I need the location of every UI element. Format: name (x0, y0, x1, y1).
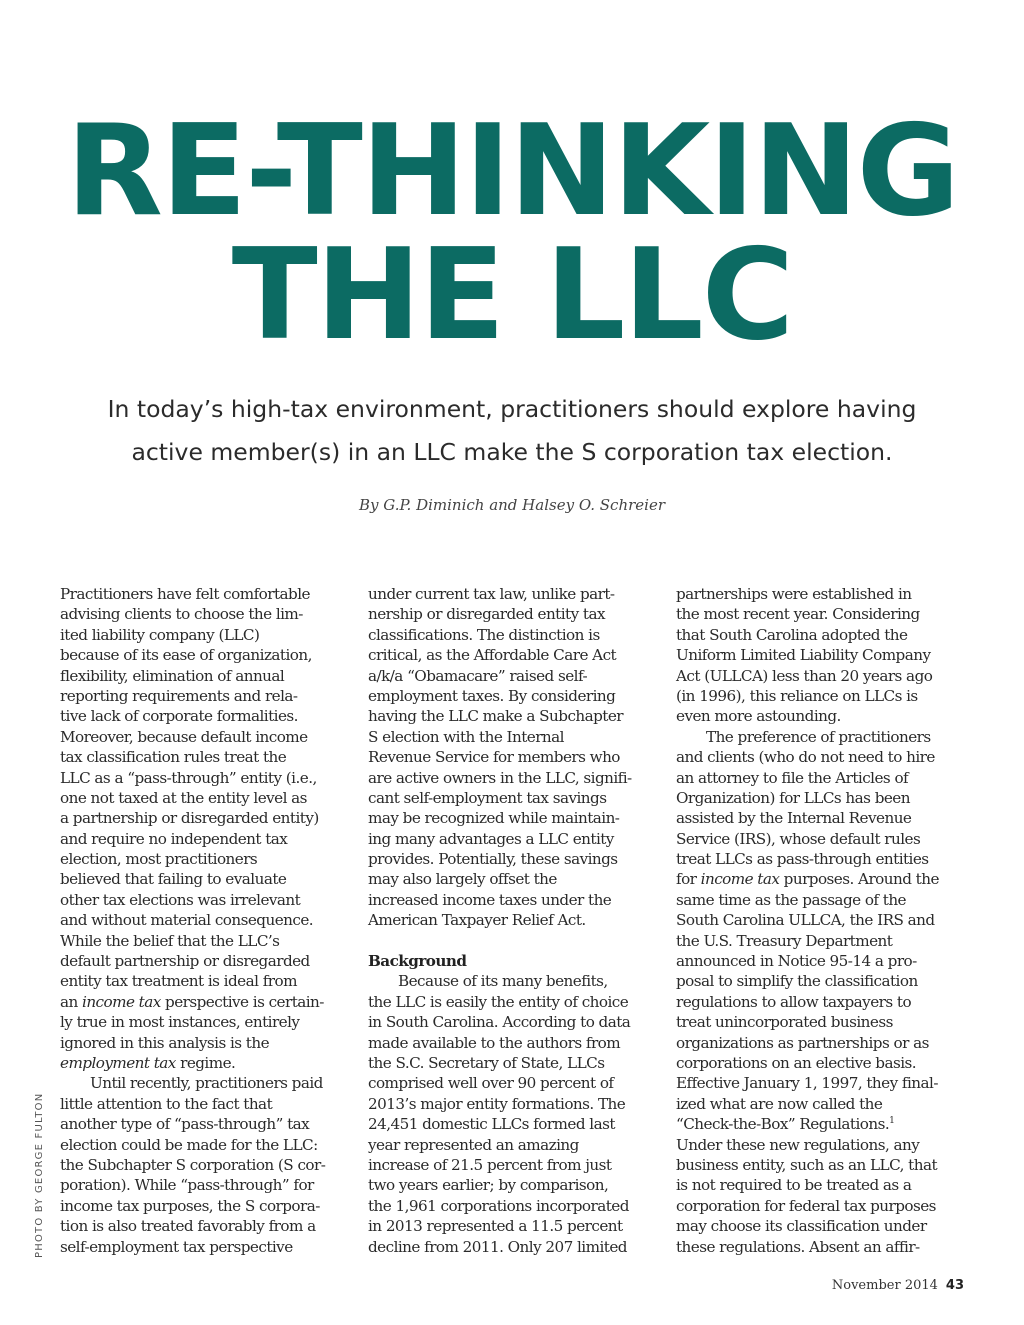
text-line: election, most practitioners (60, 850, 258, 869)
text-line: Act (ULLCA) less than 20 years ago (676, 666, 933, 685)
text-line: that South Carolina adopted the (676, 625, 908, 644)
page-footer (832, 1278, 964, 1293)
article-title-line-2: THE LLC (231, 221, 793, 368)
subtitle-line-2: active member(s) in an LLC make the S corporation tax election. (131, 438, 893, 466)
text-line: Effective January 1, 1997, they final- (676, 1074, 938, 1093)
text-line: little attention to the fact that (60, 1094, 273, 1113)
text-line: Until recently, practitioners paid (90, 1074, 323, 1093)
text-line: one not taxed at the entity level as (60, 788, 307, 807)
text-line: year represented an amazing (368, 1135, 579, 1154)
text-line: Practitioners have felt comfortable (60, 585, 310, 603)
text-line: employment taxes. By considering (368, 686, 616, 705)
text-line: under current tax law, unlike part- (368, 585, 615, 603)
text-line: announced in Notice 95-14 a pro- (676, 952, 917, 971)
text-line: may also largely offset the (368, 870, 557, 889)
text-line: income tax purposes, the S corpora- (60, 1196, 320, 1215)
text-line: classifications. The distinction is (368, 625, 600, 644)
text-line: is not required to be treated as a (676, 1176, 912, 1195)
text-line: the U.S. Treasury Department (676, 931, 893, 950)
text-line: tax classification rules treat the (60, 748, 287, 767)
body-column-3 (676, 584, 968, 1257)
text-line: because of its ease of organization, (60, 646, 312, 665)
text-line: partnerships were established in (676, 585, 912, 603)
text-line: treat unincorporated business (676, 1013, 893, 1032)
text-line: corporations on an elective basis. (676, 1053, 917, 1072)
text-line: Moreover, because default income (60, 727, 308, 746)
text-line: reporting requirements and rela- (60, 686, 298, 705)
text-line: even more astounding. (676, 707, 841, 726)
text-line: business entity, such as an LLC, that (676, 1155, 938, 1174)
footnote-marker[interactable]: 1 (889, 1116, 895, 1127)
text-line: self-employment tax perspective (60, 1237, 293, 1256)
text-line: South Carolina ULLCA, the IRS and (676, 911, 935, 930)
text-line: increased income taxes under the (368, 890, 612, 909)
text-line: Service (IRS), whose default rules (676, 829, 921, 848)
text-line: having the LLC make a Subchapter (368, 707, 624, 726)
text-line: Under these new regulations, any (676, 1135, 920, 1154)
text-line: American Taxpayer Relief Act. (368, 911, 586, 930)
text-line: a partnership or disregarded entity) (60, 809, 319, 828)
text-line: organizations as partnerships or as (676, 1033, 929, 1052)
text-line: a/k/a “Obamacare” raised self- (368, 666, 588, 685)
text-line: election could be made for the LLC: (60, 1135, 318, 1154)
issue-date: November 2014 (831, 1278, 938, 1293)
text-line: Revenue Service for members who (368, 748, 620, 767)
text-line: employment tax regime. (60, 1053, 236, 1072)
text-line: in South Carolina. According to data (368, 1013, 631, 1032)
text-line: advising clients to choose the lim- (60, 605, 303, 624)
text-line: Because of its many benefits, (398, 972, 608, 991)
text-line: provides. Potentially, these savings (368, 850, 618, 869)
text-line: the Subchapter S corporation (S cor- (60, 1155, 326, 1174)
text-line: in 2013 represented a 11.5 percent (368, 1217, 623, 1236)
text-line: “Check-the-Box” Regulations.$^1$ (676, 1115, 895, 1134)
text-line: nership or disregarded entity tax (368, 605, 605, 624)
text-line: other tax elections was irrelevant (60, 890, 301, 909)
text-line: ing many advantages a LLC entity (368, 829, 614, 848)
text-line: and clients (who do not need to hire (676, 748, 935, 767)
text-line: ly true in most instances, entirely (60, 1013, 300, 1032)
text-line: ized what are now called the (676, 1094, 883, 1113)
text-line: ignored in this analysis is the (60, 1033, 270, 1052)
text-line: tion is also treated favorably from a (60, 1217, 316, 1236)
byline-text: By G.P. Diminich and Halsey O. Schreier (359, 496, 665, 514)
text-line: same time as the passage of the (676, 890, 906, 909)
body-column-1 (60, 584, 350, 1257)
text-line: an income tax perspective is certain- (60, 992, 324, 1011)
body-column-2 (368, 584, 660, 1257)
text-line: made available to the authors from (368, 1033, 621, 1052)
text-line: flexibility, elimination of annual (60, 666, 285, 685)
text-line: Organization) for LLCs has been (676, 788, 910, 807)
text-line: the LLC is easily the entity of choice (368, 992, 629, 1011)
text-line: an attorney to file the Articles of (676, 768, 909, 787)
text-line: and require no independent tax (60, 829, 288, 848)
text-line: Uniform Limited Liability Company (676, 646, 931, 665)
text-line: the most recent year. Considering (676, 605, 920, 624)
text-line: corporation for federal tax purposes (676, 1196, 936, 1215)
text-line: these regulations. Absent an affir- (676, 1237, 920, 1256)
text-line: 24,451 domestic LLCs formed last (368, 1115, 615, 1134)
paragraph-gap (368, 931, 660, 951)
text-line: may choose its classification under (676, 1217, 927, 1236)
text-line: tive lack of corporate formalities. (60, 707, 298, 726)
text-line: LLC as a “pass-through” entity (i.e., (60, 768, 317, 787)
text-line: assisted by the Internal Revenue (676, 809, 912, 828)
text-line: and without material consequence. (60, 911, 314, 930)
text-line: believed that failing to evaluate (60, 870, 287, 889)
text-line: the 1,961 corporations incorporated (368, 1196, 629, 1215)
text-line: regulations to allow taxpayers to (676, 992, 912, 1011)
text-line: two years earlier; by comparison, (368, 1176, 609, 1195)
section-heading-background: Background (368, 952, 467, 971)
subtitle-line-1: In today’s high-tax environment, practitioners should explore having (107, 395, 917, 423)
text-line: S election with the Internal (368, 727, 564, 746)
text-line: (in 1996), this reliance on LLCs is (676, 686, 918, 705)
text-line: critical, as the Affordable Care Act (368, 646, 617, 665)
text-line: entity tax treatment is ideal from (60, 972, 297, 991)
text-line: decline from 2011. Only 207 limited (368, 1237, 627, 1256)
text-line: cant self-employment tax savings (368, 788, 607, 807)
text-line: While the belief that the LLC’s (60, 931, 280, 950)
article-title-line-1: RE-THINKING (66, 97, 958, 244)
text-line: default partnership or disregarded (60, 952, 310, 971)
text-line: 2013’s major entity formations. The (368, 1094, 626, 1113)
text-line: posal to simplify the classification (676, 972, 918, 991)
text-line: may be recognized while maintain- (368, 809, 620, 828)
text-line: ited liability company (LLC) (60, 625, 260, 644)
text-line: another type of “pass-through” tax (60, 1115, 310, 1134)
text-line: comprised well over 90 percent of (368, 1074, 614, 1093)
text-line: the S.C. Secretary of State, LLCs (368, 1053, 605, 1072)
byline (0, 496, 1024, 514)
text-line: are active owners in the LLC, signifi- (368, 768, 632, 787)
text-line: treat LLCs as pass-through entities (676, 850, 929, 869)
text-line: for income tax purposes. Around the (676, 870, 939, 889)
photo-credit: PHOTO BY GEORGE FULTON (34, 1092, 45, 1258)
page-number: 43 (945, 1278, 964, 1293)
text-line: poration). While “pass-through” for (60, 1176, 314, 1195)
text-line: The preference of practitioners (706, 727, 931, 746)
text-line: increase of 21.5 percent from just (368, 1155, 612, 1174)
